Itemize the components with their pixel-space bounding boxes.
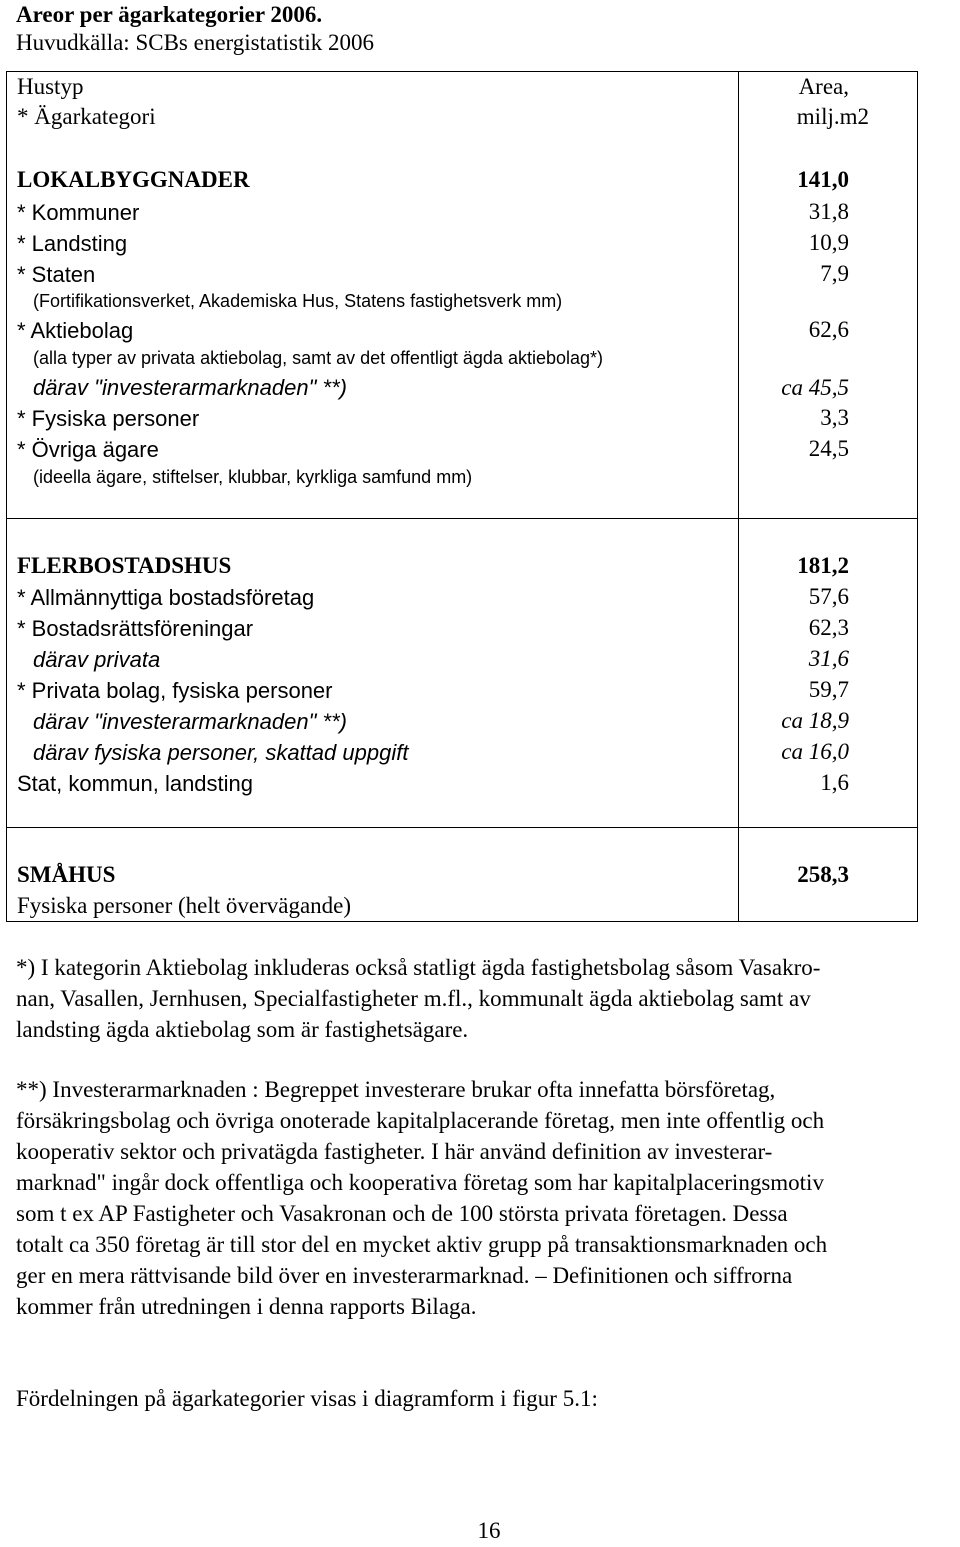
page-number: 16 xyxy=(477,1518,501,1543)
table-row-value: 10,9 xyxy=(808,230,849,255)
table-row-value: 7,9 xyxy=(820,261,849,286)
table-row-label: * Övriga ägare xyxy=(17,437,159,462)
table-row-label: * Privata bolag, fysiska personer xyxy=(17,678,333,703)
footnote-line: *) I kategorin Aktiebolag inkluderas också statligt ägda fastighetsbolag såsom Vasakro- xyxy=(16,955,821,980)
header-col2-line1: Area, xyxy=(798,74,849,99)
header-col1-line2: * Ägarkategori xyxy=(17,104,156,129)
section-value-smahus: 258,3 xyxy=(797,862,849,887)
table-row-note: (Fortifikationsverket, Akademiska Hus, Statens fastighetsverk mm) xyxy=(33,291,563,311)
table-row-label: * Landsting xyxy=(17,231,128,256)
table-row-label: Stat, kommun, landsting xyxy=(17,771,254,796)
table-row-value: 31,6 xyxy=(808,646,849,671)
table-row-label: * Aktiebolag xyxy=(17,318,134,343)
table-row-value: 57,6 xyxy=(808,584,849,609)
table-row-label: därav "investerarmarknaden" **) xyxy=(33,375,347,400)
header-col1-line1: Hustyp xyxy=(17,74,84,99)
table-block-lokal xyxy=(6,71,918,519)
table-row-note: (ideella ägare, stiftelser, klubbar, kyrkliga samfund mm) xyxy=(33,467,473,487)
table-row-label: * Staten xyxy=(17,262,96,287)
section-value-lokal: 141,0 xyxy=(797,167,849,192)
table-row-value: 24,5 xyxy=(808,436,849,461)
table-row-value: 3,3 xyxy=(820,405,849,430)
page-subtitle: Huvudkälla: SCBs energistatistik 2006 xyxy=(16,30,374,55)
column-divider xyxy=(738,519,739,827)
footnote-line: kommer från utredningen i denna rapports Bilaga. xyxy=(16,1294,477,1319)
table-row-value: 59,7 xyxy=(808,677,849,702)
footnote-line: landsting ägda aktiebolag som är fastighetsägare. xyxy=(16,1017,469,1042)
table-row-label: därav "investerarmarknaden" **) xyxy=(33,709,347,734)
table-row-value: 31,8 xyxy=(808,199,849,224)
table-row-label: * Bostadsrättsföreningar xyxy=(17,616,254,641)
footnote-line: totalt ca 350 företag är till stor del en mycket aktiv grupp på transaktionsmarknaden och xyxy=(16,1232,828,1257)
footnote-1 xyxy=(16,952,960,1045)
page-title: Areor per ägarkategorier 2006. xyxy=(16,2,323,27)
table-row-value: 1,6 xyxy=(820,770,849,795)
footnote-2 xyxy=(16,1074,960,1322)
table-row-note: (alla typer av privata aktiebolag, samt av det offentligt ägda aktiebolag*) xyxy=(33,348,604,368)
table-row-label: därav fysiska personer, skattad uppgift xyxy=(33,740,409,765)
table-row-value: ca 16,0 xyxy=(781,739,849,764)
section-heading-smahus: SMÅHUS xyxy=(17,862,116,887)
table-block-flerbo xyxy=(6,518,918,828)
section-value-flerbo: 181,2 xyxy=(797,553,849,578)
footnote-line: marknad" ingår dock offentliga och kooperativa företag som har kapitalplaceringsmotiv xyxy=(16,1170,824,1195)
table-row-label: Fysiska personer (helt övervägande) xyxy=(17,893,352,918)
table-row-value: 62,6 xyxy=(808,317,849,342)
column-divider xyxy=(738,72,739,518)
footnote-line: **) Investerarmarknaden : Begreppet investerare brukar ofta innefatta börsföretag, xyxy=(16,1077,776,1102)
column-divider xyxy=(738,828,739,921)
section-heading-lokal: LOKALBYGGNADER xyxy=(17,167,250,192)
table-row-label: * Fysiska personer xyxy=(17,406,200,431)
table-row-label: * Allmännyttiga bostadsföretag xyxy=(17,585,315,610)
footnote-line: nan, Vasallen, Jernhusen, Specialfastigheter m.fl., kommunalt ägda aktiebolag samt av xyxy=(16,986,811,1011)
table-row-value: ca 45,5 xyxy=(781,375,849,400)
closing-paragraph: Fördelningen på ägarkategorier visas i diagramform i figur 5.1: xyxy=(16,1386,598,1411)
table-block-smahus xyxy=(6,827,918,922)
footnote-line: ger en mera rättvisande bild över en investerarmarknad. – Definitionen och siffrorna xyxy=(16,1263,793,1288)
footnote-line: kooperativ sektor och privatägda fastigheter. I här använd definition av investerar- xyxy=(16,1139,773,1164)
table-row-value: ca 18,9 xyxy=(781,708,849,733)
section-heading-flerbo: FLERBOSTADSHUS xyxy=(17,553,232,578)
footnote-line: försäkringsbolag och övriga onoterade kapitalplacerande företag, men inte offentlig och xyxy=(16,1108,825,1133)
table-row-label: * Kommuner xyxy=(17,200,140,225)
table-row-value: 62,3 xyxy=(808,615,849,640)
header-col2-line2: milj.m2 xyxy=(796,104,869,129)
table-row-label: därav privata xyxy=(33,647,161,672)
footnote-line: som t ex AP Fastigheter och Vasakronan och de 100 största privata företagen. Dessa xyxy=(16,1201,788,1226)
